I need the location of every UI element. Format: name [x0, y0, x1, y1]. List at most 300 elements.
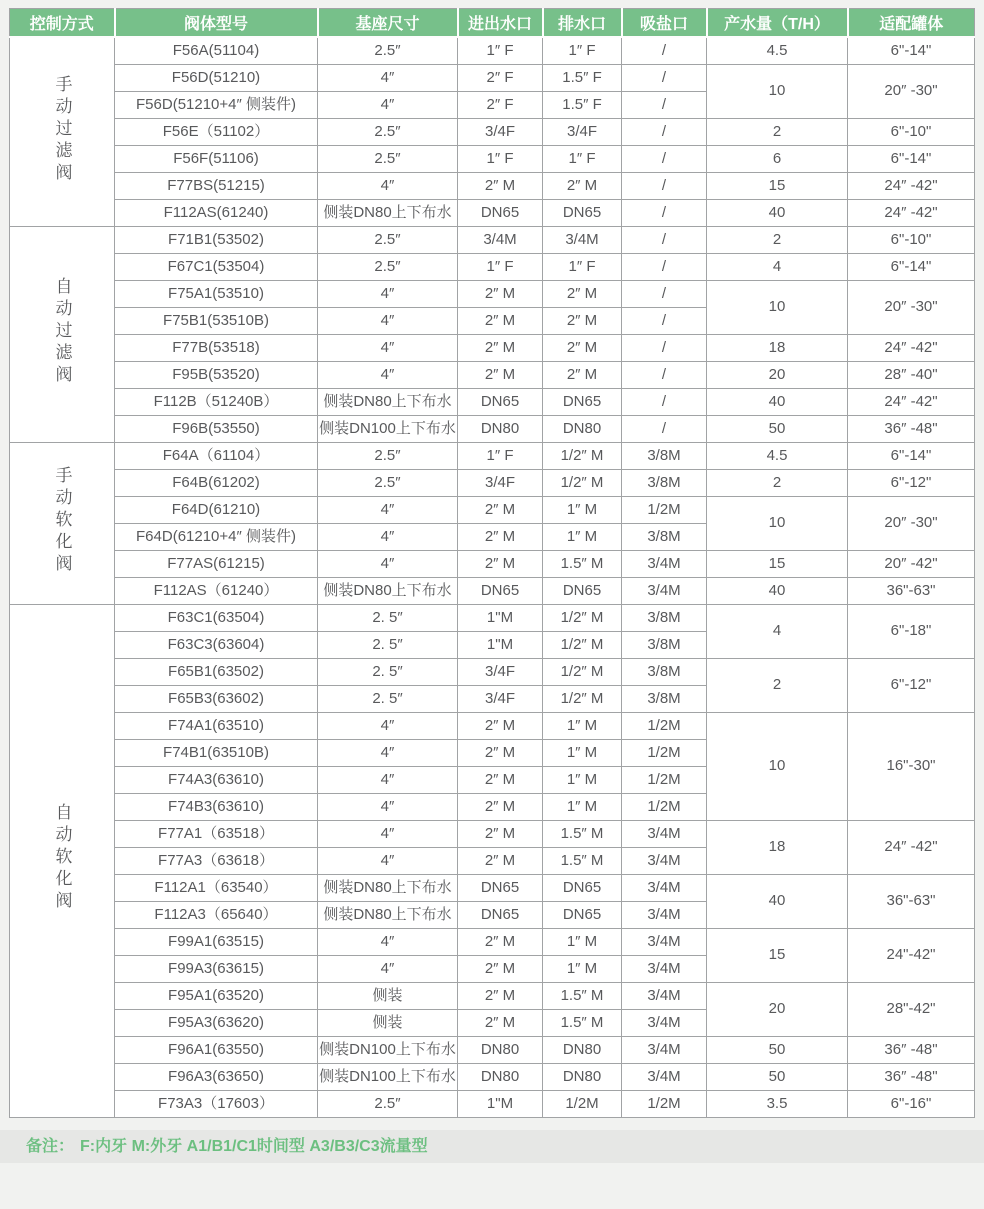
cell-brine-port: 3/4M: [622, 874, 707, 901]
cell-valve-model: F77AS(61215): [115, 550, 318, 577]
cell-inlet-outlet-port: DN65: [458, 577, 543, 604]
cell-brine-port: 3/4M: [622, 928, 707, 955]
cell-brine-port: 1/2M: [622, 496, 707, 523]
cell-brine-port: 3/8M: [622, 604, 707, 631]
cell-tank-size: 6"-14": [848, 442, 975, 469]
cell-brine-port: /: [622, 64, 707, 91]
cell-inlet-outlet-port: 2″ F: [458, 64, 543, 91]
cell-output-capacity: 18: [707, 820, 848, 874]
cell-drain-port: DN65: [543, 577, 622, 604]
cell-tank-size: 36″ -48": [848, 1036, 975, 1063]
cell-valve-model: F95A1(63520): [115, 982, 318, 1009]
cell-output-capacity: 40: [707, 577, 848, 604]
table-row: [10, 658, 975, 685]
col-header-valve-model: 阀体型号: [115, 9, 318, 38]
remarks-bar: [0, 1130, 984, 1163]
cell-tank-size: 20″ -30": [848, 280, 975, 334]
cell-inlet-outlet-port: 2″ M: [458, 361, 543, 388]
cell-tank-size: 20″ -42": [848, 550, 975, 577]
cell-brine-port: 3/4M: [622, 1063, 707, 1090]
cell-base-size: 2.5″: [318, 253, 458, 280]
group-label-manual-softener-valve: [10, 442, 115, 604]
cell-drain-port: DN65: [543, 199, 622, 226]
cell-valve-model: F99A3(63615): [115, 955, 318, 982]
table-row: [10, 145, 975, 172]
cell-output-capacity: 15: [707, 550, 848, 577]
cell-drain-port: 1/2″ M: [543, 469, 622, 496]
cell-output-capacity: 10: [707, 712, 848, 820]
cell-drain-port: 1/2″ M: [543, 442, 622, 469]
col-header-brine-port: 吸盐口: [622, 9, 707, 38]
group-label-auto-filter-valve: [10, 226, 115, 442]
cell-base-size: 2. 5″: [318, 685, 458, 712]
cell-tank-size: 24″ -42": [848, 334, 975, 361]
cell-base-size: 4″: [318, 766, 458, 793]
cell-valve-model: F96A3(63650): [115, 1063, 318, 1090]
cell-valve-model: F75A1(53510): [115, 280, 318, 307]
table-row: [10, 1036, 975, 1063]
cell-valve-model: F112AS(61240): [115, 199, 318, 226]
cell-drain-port: DN80: [543, 415, 622, 442]
cell-inlet-outlet-port: 2″ M: [458, 496, 543, 523]
table-row: [10, 253, 975, 280]
cell-drain-port: 2″ M: [543, 280, 622, 307]
cell-brine-port: 3/4M: [622, 955, 707, 982]
cell-inlet-outlet-port: 3/4M: [458, 226, 543, 253]
table-row: [10, 118, 975, 145]
cell-brine-port: 3/8M: [622, 523, 707, 550]
cell-brine-port: 1/2M: [622, 766, 707, 793]
table-row: [10, 982, 975, 1009]
cell-tank-size: 36″ -48": [848, 415, 975, 442]
cell-tank-size: 24″ -42": [848, 172, 975, 199]
cell-output-capacity: 10: [707, 280, 848, 334]
cell-base-size: 侧装DN80上下布水: [318, 388, 458, 415]
cell-base-size: 4″: [318, 334, 458, 361]
table-row: [10, 64, 975, 91]
table-row: [10, 37, 975, 64]
cell-valve-model: F65B1(63502): [115, 658, 318, 685]
cell-valve-model: F65B3(63602): [115, 685, 318, 712]
cell-base-size: 4″: [318, 928, 458, 955]
cell-valve-model: F96B(53550): [115, 415, 318, 442]
cell-drain-port: 1″ M: [543, 928, 622, 955]
cell-inlet-outlet-port: 2″ M: [458, 928, 543, 955]
cell-valve-model: F63C3(63604): [115, 631, 318, 658]
cell-drain-port: 1″ M: [543, 766, 622, 793]
cell-brine-port: /: [622, 361, 707, 388]
cell-valve-model: F67C1(53504): [115, 253, 318, 280]
cell-base-size: 4″: [318, 91, 458, 118]
cell-inlet-outlet-port: DN80: [458, 1063, 543, 1090]
cell-base-size: 4″: [318, 550, 458, 577]
table-row: [10, 1090, 975, 1117]
cell-inlet-outlet-port: 2″ M: [458, 550, 543, 577]
cell-inlet-outlet-port: 3/4F: [458, 685, 543, 712]
table-row: [10, 199, 975, 226]
cell-tank-size: 6"-14": [848, 253, 975, 280]
cell-inlet-outlet-port: 1″ F: [458, 442, 543, 469]
cell-drain-port: 1″ M: [543, 712, 622, 739]
cell-output-capacity: 4.5: [707, 442, 848, 469]
cell-inlet-outlet-port: 1″ F: [458, 145, 543, 172]
cell-drain-port: 1″ F: [543, 145, 622, 172]
cell-valve-model: F56A(51104): [115, 37, 318, 64]
cell-valve-model: F56D(51210): [115, 64, 318, 91]
cell-output-capacity: 40: [707, 874, 848, 928]
cell-brine-port: 3/8M: [622, 685, 707, 712]
cell-inlet-outlet-port: 2″ M: [458, 712, 543, 739]
cell-brine-port: /: [622, 226, 707, 253]
cell-base-size: 4″: [318, 955, 458, 982]
cell-inlet-outlet-port: 2″ M: [458, 847, 543, 874]
table-row: [10, 469, 975, 496]
cell-drain-port: 1″ F: [543, 37, 622, 64]
cell-drain-port: 1/2″ M: [543, 658, 622, 685]
col-header-control-method: 控制方式: [10, 9, 115, 38]
cell-inlet-outlet-port: 1"M: [458, 631, 543, 658]
cell-drain-port: DN80: [543, 1036, 622, 1063]
cell-drain-port: 2″ M: [543, 172, 622, 199]
cell-valve-model: F74B3(63610): [115, 793, 318, 820]
remarks-label: 备注：: [26, 1137, 75, 1155]
cell-drain-port: 1.5″ M: [543, 982, 622, 1009]
cell-valve-model: F95B(53520): [115, 361, 318, 388]
cell-drain-port: 1/2M: [543, 1090, 622, 1117]
cell-base-size: 2. 5″: [318, 604, 458, 631]
cell-base-size: 4″: [318, 307, 458, 334]
cell-valve-model: F99A1(63515): [115, 928, 318, 955]
cell-output-capacity: 20: [707, 982, 848, 1036]
cell-base-size: 4″: [318, 523, 458, 550]
cell-valve-model: F64A（61104）: [115, 442, 318, 469]
group-label-text: 自动过滤阀: [52, 276, 72, 387]
cell-valve-model: F74A3(63610): [115, 766, 318, 793]
cell-inlet-outlet-port: 1″ F: [458, 253, 543, 280]
cell-tank-size: 20″ -30": [848, 64, 975, 118]
cell-brine-port: 1/2M: [622, 739, 707, 766]
table-row: [10, 334, 975, 361]
cell-drain-port: 2″ M: [543, 361, 622, 388]
cell-tank-size: 6"-12": [848, 658, 975, 712]
cell-brine-port: 3/8M: [622, 442, 707, 469]
table-header-row: [10, 9, 975, 38]
cell-inlet-outlet-port: DN65: [458, 874, 543, 901]
cell-output-capacity: 4: [707, 253, 848, 280]
cell-valve-model: F77A1（63518）: [115, 820, 318, 847]
cell-valve-model: F96A1(63550): [115, 1036, 318, 1063]
cell-brine-port: /: [622, 37, 707, 64]
cell-brine-port: 3/4M: [622, 577, 707, 604]
col-header-drain-port: 排水口: [543, 9, 622, 38]
group-label-manual-filter-valve: [10, 37, 115, 226]
cell-valve-model: F56D(51210+4″ 侧装件): [115, 91, 318, 118]
group-label-text: 手动软化阀: [52, 465, 72, 576]
cell-inlet-outlet-port: DN65: [458, 199, 543, 226]
cell-base-size: 侧装DN100上下布水: [318, 1036, 458, 1063]
table-row: [10, 361, 975, 388]
cell-drain-port: 2″ M: [543, 307, 622, 334]
cell-output-capacity: 4.5: [707, 37, 848, 64]
cell-tank-size: 28″ -40": [848, 361, 975, 388]
valve-spec-table: [9, 8, 975, 1118]
cell-valve-model: F56F(51106): [115, 145, 318, 172]
table-row: [10, 577, 975, 604]
cell-brine-port: 1/2M: [622, 712, 707, 739]
group-label-text: 手动过滤阀: [52, 74, 72, 185]
table-row: [10, 442, 975, 469]
cell-valve-model: F74B1(63510B): [115, 739, 318, 766]
cell-brine-port: /: [622, 388, 707, 415]
cell-brine-port: 3/4M: [622, 1009, 707, 1036]
cell-valve-model: F71B1(53502): [115, 226, 318, 253]
cell-drain-port: 3/4M: [543, 226, 622, 253]
cell-drain-port: 1″ M: [543, 955, 622, 982]
cell-tank-size: 6"-12": [848, 469, 975, 496]
cell-inlet-outlet-port: 2″ M: [458, 739, 543, 766]
cell-brine-port: /: [622, 172, 707, 199]
cell-output-capacity: 2: [707, 658, 848, 712]
table-row: [10, 874, 975, 901]
cell-base-size: 侧装DN80上下布水: [318, 874, 458, 901]
cell-inlet-outlet-port: 3/4F: [458, 469, 543, 496]
table-row: [10, 172, 975, 199]
cell-valve-model: F112B（51240B）: [115, 388, 318, 415]
cell-inlet-outlet-port: 2″ F: [458, 91, 543, 118]
cell-base-size: 4″: [318, 847, 458, 874]
cell-inlet-outlet-port: 2″ M: [458, 1009, 543, 1036]
cell-tank-size: 6"-10": [848, 118, 975, 145]
cell-brine-port: 1/2M: [622, 1090, 707, 1117]
cell-output-capacity: 15: [707, 928, 848, 982]
cell-base-size: 2.5″: [318, 37, 458, 64]
cell-base-size: 2.5″: [318, 1090, 458, 1117]
cell-drain-port: 1/2″ M: [543, 604, 622, 631]
cell-valve-model: F64D(61210): [115, 496, 318, 523]
cell-brine-port: 1/2M: [622, 793, 707, 820]
cell-inlet-outlet-port: 2″ M: [458, 955, 543, 982]
cell-tank-size: 16"-30": [848, 712, 975, 820]
cell-base-size: 4″: [318, 739, 458, 766]
cell-valve-model: F112A3（65640）: [115, 901, 318, 928]
cell-base-size: 2.5″: [318, 145, 458, 172]
cell-inlet-outlet-port: DN65: [458, 388, 543, 415]
cell-output-capacity: 6: [707, 145, 848, 172]
cell-drain-port: 1.5″ M: [543, 1009, 622, 1036]
col-header-base-size: 基座尺寸: [318, 9, 458, 38]
cell-brine-port: /: [622, 199, 707, 226]
cell-brine-port: /: [622, 415, 707, 442]
cell-valve-model: F77A3（63618）: [115, 847, 318, 874]
cell-drain-port: DN65: [543, 901, 622, 928]
cell-inlet-outlet-port: 2″ M: [458, 334, 543, 361]
cell-base-size: 4″: [318, 712, 458, 739]
cell-drain-port: 1″ M: [543, 793, 622, 820]
cell-valve-model: F63C1(63504): [115, 604, 318, 631]
cell-base-size: 侧装DN100上下布水: [318, 1063, 458, 1090]
table-row: [10, 712, 975, 739]
cell-brine-port: /: [622, 280, 707, 307]
col-header-inlet-outlet-port: 进出水口: [458, 9, 543, 38]
cell-drain-port: 1.5″ M: [543, 550, 622, 577]
cell-base-size: 2. 5″: [318, 631, 458, 658]
cell-base-size: 2.5″: [318, 469, 458, 496]
table-row: [10, 1063, 975, 1090]
table-row: [10, 280, 975, 307]
cell-base-size: 侧装DN80上下布水: [318, 901, 458, 928]
cell-output-capacity: 50: [707, 1063, 848, 1090]
cell-output-capacity: 2: [707, 469, 848, 496]
cell-output-capacity: 20: [707, 361, 848, 388]
cell-base-size: 2.5″: [318, 226, 458, 253]
group-label-auto-softener-valve: [10, 604, 115, 1117]
cell-base-size: 4″: [318, 820, 458, 847]
cell-inlet-outlet-port: 2″ M: [458, 523, 543, 550]
cell-base-size: 侧装DN80上下布水: [318, 577, 458, 604]
cell-base-size: 4″: [318, 280, 458, 307]
cell-brine-port: /: [622, 307, 707, 334]
cell-brine-port: 3/4M: [622, 847, 707, 874]
cell-drain-port: 1.5″ M: [543, 847, 622, 874]
cell-tank-size: 6"-16": [848, 1090, 975, 1117]
table-row: [10, 550, 975, 577]
cell-valve-model: F64B(61202): [115, 469, 318, 496]
cell-base-size: 4″: [318, 793, 458, 820]
cell-inlet-outlet-port: 1"M: [458, 1090, 543, 1117]
cell-valve-model: F112AS（61240）: [115, 577, 318, 604]
cell-base-size: 4″: [318, 496, 458, 523]
cell-valve-model: F95A3(63620): [115, 1009, 318, 1036]
cell-base-size: 侧装: [318, 982, 458, 1009]
cell-output-capacity: 10: [707, 496, 848, 550]
cell-tank-size: 24"-42": [848, 928, 975, 982]
col-header-tank-size: 适配罐体: [848, 9, 975, 38]
cell-valve-model: F77B(53518): [115, 334, 318, 361]
cell-inlet-outlet-port: 2″ M: [458, 793, 543, 820]
cell-drain-port: 2″ M: [543, 334, 622, 361]
cell-drain-port: DN65: [543, 874, 622, 901]
table-row: [10, 820, 975, 847]
table-row: [10, 928, 975, 955]
cell-drain-port: 1.5″ F: [543, 64, 622, 91]
cell-brine-port: 3/8M: [622, 658, 707, 685]
cell-valve-model: F64D(61210+4″ 侧装件): [115, 523, 318, 550]
cell-tank-size: 6"-14": [848, 145, 975, 172]
cell-valve-model: F74A1(63510): [115, 712, 318, 739]
cell-tank-size: 6"-14": [848, 37, 975, 64]
cell-brine-port: 3/4M: [622, 1036, 707, 1063]
cell-valve-model: F56E（51102）: [115, 118, 318, 145]
cell-base-size: 侧装DN80上下布水: [318, 199, 458, 226]
cell-drain-port: 1.5″ M: [543, 820, 622, 847]
cell-tank-size: 6"-18": [848, 604, 975, 658]
cell-output-capacity: 40: [707, 388, 848, 415]
cell-inlet-outlet-port: 2″ M: [458, 820, 543, 847]
cell-drain-port: 1″ F: [543, 253, 622, 280]
group-label-text: 自动软化阀: [52, 803, 72, 914]
cell-inlet-outlet-port: DN80: [458, 415, 543, 442]
cell-tank-size: 24″ -42": [848, 199, 975, 226]
cell-base-size: 2.5″: [318, 118, 458, 145]
table-row: [10, 415, 975, 442]
cell-output-capacity: 50: [707, 415, 848, 442]
cell-brine-port: 3/4M: [622, 550, 707, 577]
cell-output-capacity: 50: [707, 1036, 848, 1063]
cell-brine-port: /: [622, 145, 707, 172]
cell-brine-port: 3/8M: [622, 631, 707, 658]
cell-inlet-outlet-port: 1″ F: [458, 37, 543, 64]
cell-drain-port: DN80: [543, 1063, 622, 1090]
cell-drain-port: 1″ M: [543, 739, 622, 766]
cell-output-capacity: 40: [707, 199, 848, 226]
cell-inlet-outlet-port: 1"M: [458, 604, 543, 631]
cell-inlet-outlet-port: DN65: [458, 901, 543, 928]
table-row: [10, 226, 975, 253]
cell-valve-model: F75B1(53510B): [115, 307, 318, 334]
cell-tank-size: 36"-63": [848, 577, 975, 604]
cell-brine-port: 3/4M: [622, 820, 707, 847]
cell-inlet-outlet-port: 2″ M: [458, 172, 543, 199]
cell-tank-size: 24″ -42": [848, 388, 975, 415]
cell-base-size: 4″: [318, 64, 458, 91]
table-row: [10, 604, 975, 631]
cell-drain-port: 1/2″ M: [543, 685, 622, 712]
cell-drain-port: DN65: [543, 388, 622, 415]
cell-inlet-outlet-port: 3/4F: [458, 118, 543, 145]
cell-drain-port: 1″ M: [543, 496, 622, 523]
cell-base-size: 4″: [318, 361, 458, 388]
cell-tank-size: 36″ -48": [848, 1063, 975, 1090]
cell-output-capacity: 4: [707, 604, 848, 658]
cell-output-capacity: 10: [707, 64, 848, 118]
cell-brine-port: 3/4M: [622, 982, 707, 1009]
cell-brine-port: /: [622, 118, 707, 145]
cell-brine-port: 3/4M: [622, 901, 707, 928]
cell-output-capacity: 15: [707, 172, 848, 199]
table-row: [10, 496, 975, 523]
cell-output-capacity: 18: [707, 334, 848, 361]
cell-inlet-outlet-port: 2″ M: [458, 766, 543, 793]
cell-valve-model: F112A1（63540）: [115, 874, 318, 901]
cell-inlet-outlet-port: 2″ M: [458, 307, 543, 334]
cell-inlet-outlet-port: 3/4F: [458, 658, 543, 685]
cell-brine-port: /: [622, 91, 707, 118]
cell-drain-port: 3/4F: [543, 118, 622, 145]
cell-tank-size: 24″ -42": [848, 820, 975, 874]
cell-output-capacity: 2: [707, 118, 848, 145]
col-header-output-capacity: 产水量（T/H）: [707, 9, 848, 38]
cell-brine-port: 3/8M: [622, 469, 707, 496]
cell-inlet-outlet-port: 2″ M: [458, 982, 543, 1009]
cell-valve-model: F77BS(51215): [115, 172, 318, 199]
cell-drain-port: 1/2″ M: [543, 631, 622, 658]
cell-base-size: 侧装: [318, 1009, 458, 1036]
cell-base-size: 2. 5″: [318, 658, 458, 685]
cell-tank-size: 28"-42": [848, 982, 975, 1036]
cell-inlet-outlet-port: DN80: [458, 1036, 543, 1063]
cell-drain-port: 1.5″ F: [543, 91, 622, 118]
cell-tank-size: 6"-10": [848, 226, 975, 253]
cell-brine-port: /: [622, 253, 707, 280]
cell-tank-size: 20″ -30": [848, 496, 975, 550]
cell-base-size: 2.5″: [318, 442, 458, 469]
cell-base-size: 4″: [318, 172, 458, 199]
cell-valve-model: F73A3（17603）: [115, 1090, 318, 1117]
cell-base-size: 侧装DN100上下布水: [318, 415, 458, 442]
cell-tank-size: 36"-63": [848, 874, 975, 928]
cell-inlet-outlet-port: 2″ M: [458, 280, 543, 307]
cell-drain-port: 1″ M: [543, 523, 622, 550]
